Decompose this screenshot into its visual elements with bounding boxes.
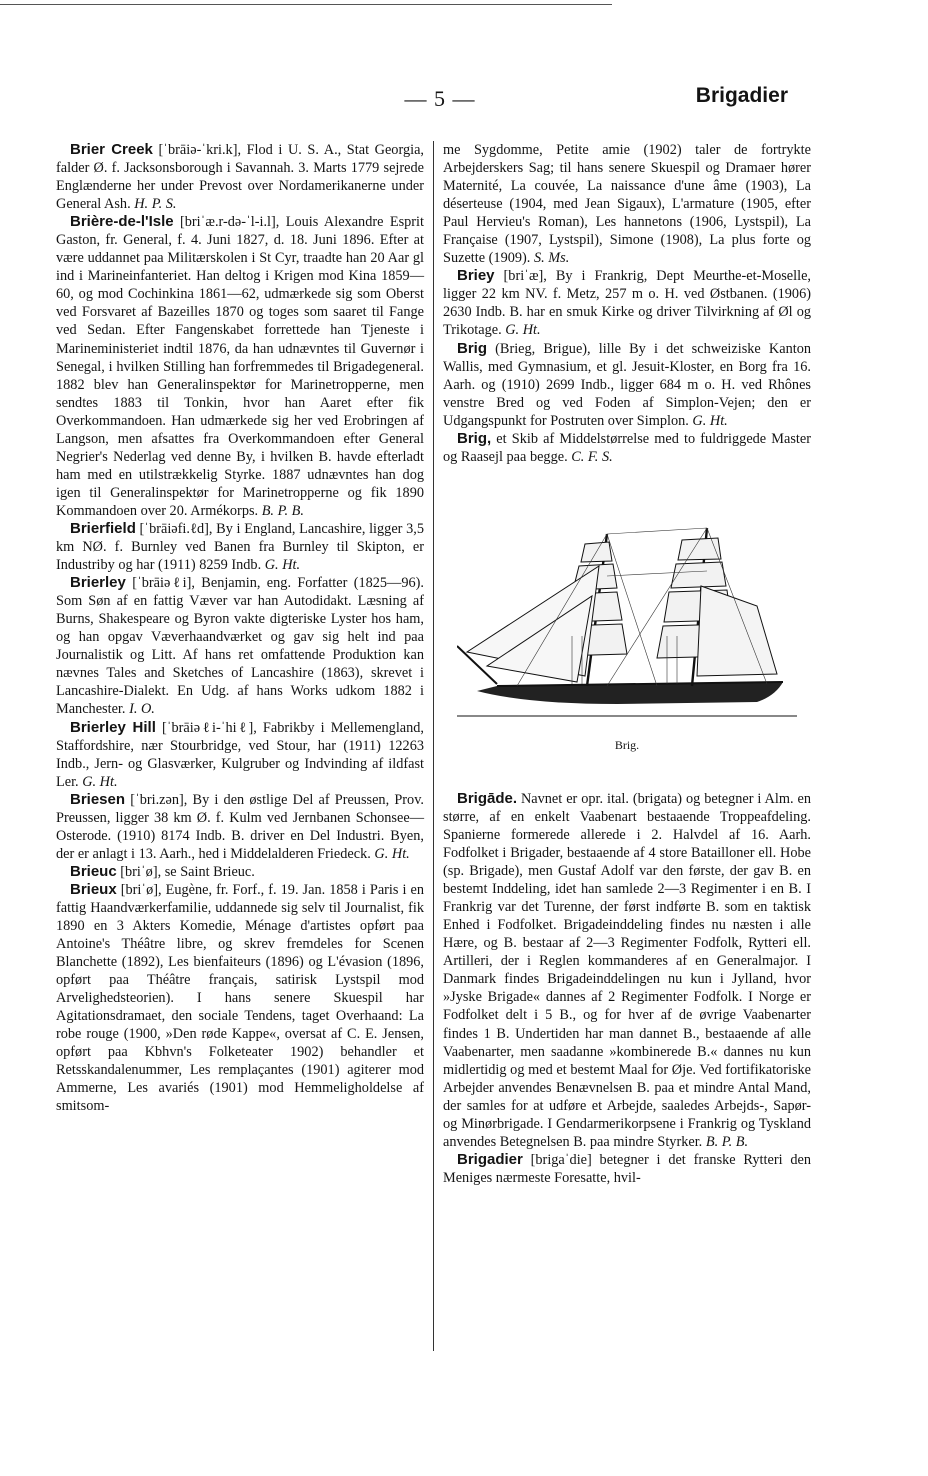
entry-text: [ˈbrāiəℓi], Benjamin, eng. Forfatter (1825—96). Som Søn af en fattig Væver var han Autodidakt. Læsning af Burns, Shakespeare og Byron vakte digteriske Lyster hos ham, og han opgav Væverhaandværket og gav sig helt ind paa Journalistik og Litt. Af hans ret omfattende Produktion kan nævnes Tales and Sketches of Lancashire (1863), skrevet i Lancashire-Dialekt. En Udg. af hans Works udkom 1882 i Manchester. [56,575,424,718]
entry-text: et Skib af Middelstørrelse med to fuldriggede Master og Raasejl paa begge. [443,430,811,465]
entry [56,881,424,1116]
entry-text: [ˈbri.zən], By i den østlige Del af Preussen, Prov. Preussen, ligger 38 km Ø. f. Kulm ved Jernbanen Schonsee—Osterode. (1910) 8174 Indb. B. driver en Del Industri. Byen, der er anlagt i 13. Aarh., hed i Middelalderen Friedeck. [56,791,424,862]
entry-text: [briˈø], Eugène, fr. Forf., f. 19. Jan. 1858 i Paris i en fattig Haandværkerfamilie, uddannede sig selv til Journalist, fik 1890 en 3 Akters Komedie, Ménage d'artistes opført paa Antoine's Théâtre libre, og skrev fremdeles for Scenen Blanchette (1892), Les bienfaiteurs (1896) og L'évasion (1896, opført paa Théâtre français, satirisk Lystspil mod Arvelighedsteorien). I hans senere Skuespil har Agitationsdramaet, den sociale Tendens, taget Overhaand: La robe rouge (1900, »Den røde Kappe«, oversat af C. E. Jensen, opført paa Kbhvn's Folketeater 1902) behandler et Retsskandalenummer, Les remplaçantes (1901) agiterer mod Ammerne, Les avariés (1901) mod Hemmeligholdelse af smitsom- [56,881,424,1115]
page-number: — 5 — [404,86,476,111]
headword: Brieuc [70,862,117,880]
signature: G. Ht. [82,773,118,790]
entry [56,574,424,718]
headword: Briey [457,267,495,285]
signature: H. P. S. [134,196,177,213]
signature: S. Ms. [533,250,570,267]
figure-caption: Brig. [614,737,640,752]
headword: Brierley [70,574,126,592]
signature: G. Ht. [692,412,728,429]
entry [56,213,424,520]
entry-text: Navnet er opr. ital. (brigata) og betegner i Alm. en større, af en enkelt Vaabenart bestaaende Troppeafdeling. Spanierne formerede allerede i 2. Halvdel af 16. Aarh. Fodfolket i Brigader, bestaaende af 4 store Batailloner ell. Hobe (sp. Brigade), men Gustaf Adolf var den første, der gav B. en bestemt Inddeling, idet han samlede 2—3 Regimenter i en B. I Frankrig var det Turenne, der først indførte B. som en taktisk Enhed i Fodfolket. Brigadeinddeling findes nu næsten i alle Hære, og B. bestaar af 2—3 Regimenter Fodfolk, Rytteri ell. Artilleri, der i Reglen kommanderes af en Generalmajor. I Danmark findes Brigadeinddelingen nu kun i Jylland, hvor »Jyske Brigade« dannes af 2 Regimenter Fodfolk. I Norge er Fodfolket delt i 5 B., og for hver af de øvrige Vaabenarter findes 1 B. Undertiden har man dannet B., bestaaende af alle Vaabenarter, men saadanne »kombinerede B.« dannes nu kun midlertidig og med et bestemt Maal for Øje. Ved fortifikatoriske Arbejder anvendes Benævnelsen B. paa et mindre Antal Mand, der samles for at udføre et Arbejde, saaledes Arbejds-, Sapør- og Minørbrigade. I Gendarmerikorpsene i Frankrig og Tyskland anvendes Betegnelsen B. paa mindre Styrker. [443,790,811,1150]
headword: Brig [457,339,487,357]
headword: Brig, [457,429,492,447]
entry [56,719,424,791]
signature: B. P. B. [705,1133,749,1150]
entry-text: [ˈbrāiəℓi-ˈhiℓ], Fabrikby i Mellemengland, Staffordshire, nær Stourbridge, ved Stour, har (1911) 12263 Indb., Jern- og Glasværker, Kulgruber og Indvinding af ildfast Ler. [56,719,425,790]
headword: Briesen [70,790,126,808]
entry [56,863,424,881]
entry-text: [ˈbrāiəfi.ℓd], By i England, Lancashire, ligger 3,5 km NØ. f. Burnley ved Banen fra Burnley til Skipton, er Industriby og har (1911) 8259 Indb. [56,520,424,574]
headword: Brière-de-l'Isle [70,213,174,231]
entry [56,791,424,863]
signature: G. Ht. [505,322,541,339]
signature: B. P. B. [261,502,304,519]
headword: Brierfield [70,519,136,537]
spanker-sail [697,586,777,676]
column-divider [433,141,434,1351]
entry [443,790,811,1151]
entry-text: [ˈbrāiə-ˈkri.k], Flod i U. S. A., Stat Georgia, falder Ø. f. Jacksonsborough i Savannah. 3. Marts 1779 sejrede Englænderne her under Prevost over Nordamerikanerne under General Ash. [56,142,424,213]
entry [56,141,424,213]
entry-text: (Brieg, Brigue), lille By i det schweiziske Kanton Wallis, med Gymnasium, et gl. Jesuit-Kloster, en Borg fra 16. Aarh. og (1910) 2699 Indb., ligger 684 m o. H. ved Rhônes venstre Bred og ved Foden af Simplon-Vejen; den er Udgangspunkt for Postruten over Simplon. [443,340,811,429]
headword: Brigāde. [457,789,518,807]
signature: G. Ht. [264,557,301,574]
brig-ship-illustration [457,526,797,726]
entry-continuation [443,141,811,267]
entry-text: [briˈæ], By i Frankrig, Dept Meurthe-et-Moselle, ligger 22 km NV. f. Metz, 257 m o. H. ved Østbanen. (1906) 2630 Indb. B. har en smuk Kirke og driver Tilvirkning af Øl og Trikotage. [443,268,811,339]
left-column [56,141,424,1116]
brig-figure [443,526,811,754]
entry-text: me Sygdomme, Petite amie (1902) taler de fortrykte Arbejderskers Sag; til hans senere Skuespil og Dramaer hører Maternité, La couvée, La naissance d'une âme (1903), La déserteuse (1904, med Jean Sigaux), L'armature (1905, efter Paul Hervieu's Roman), Les hannetons (1906, Lystspil), La Française (1907, Lystspil), Simone (1908), La plus forte og Suzette (1909). [443,142,811,267]
entry-text: [briˈø], se Saint Brieuc. [116,863,255,880]
headword: Brierley Hill [70,718,156,736]
signature: G. Ht. [374,845,410,862]
entry [443,1151,811,1187]
entry [443,340,811,430]
headword: Brier Creek [70,141,153,158]
headword: Brieux [70,880,117,898]
headword: Brigadier [457,1150,523,1168]
signature: I. O. [129,701,155,718]
entry-text: [brigaˈdie] betegner i det franske Rytteri den Meniges nærmeste Foresatte, hvil- [443,1151,811,1186]
running-head: Brigadier [695,84,788,107]
top-rule [0,4,612,5]
entry-text: [briˈæ.r-də-ˈl-i.l], Louis Alexandre Esprit Gaston, fr. General, f. 4. Juni 1827, d. 18. Juni 1896. Efter at være uddannet paa Militærskolen i St Cyr, traadte han 20 Aar gl ind i Marineinfanteriet. Han deltog i Krigen mod Kina 1859—60, og mod Cochinkina 1861—62, udmærkede sig som Oberst ved Forsvaret af Bazeilles 1870 og toges som saaret til Fange ved Sedan. Efter Fangenskabet forrettede han Tjeneste i Marineministeriet indtil 1876, da han udnævntes til Guvernør i Senegal, i hvilken Stilling han forfremmedes til Brigadegeneral. 1882 blev han Generalinspektør for Marinetropperne, men sendtes 1883 til Tonkin, hvor han Aaret efter fik Overkommandoen. Han udmærkede sig her ved Erobringen af Langson, men afsattes fra Overkommandoen efter General Negrier's Nederlag ved denne By, i hvilken B. havde efterladt ham med en utilstrækkelig Styrke. 1887 udnævntes han dog igen til Generalinspektør for Marinetropperne og fik 1890 Kommandoen over 20. Armékorps. [56,214,424,519]
jib-sails [467,566,599,682]
entry [443,430,811,466]
entry [56,520,424,574]
signature: C. F. S. [571,448,613,465]
entry [443,267,811,339]
right-column [443,141,811,1187]
